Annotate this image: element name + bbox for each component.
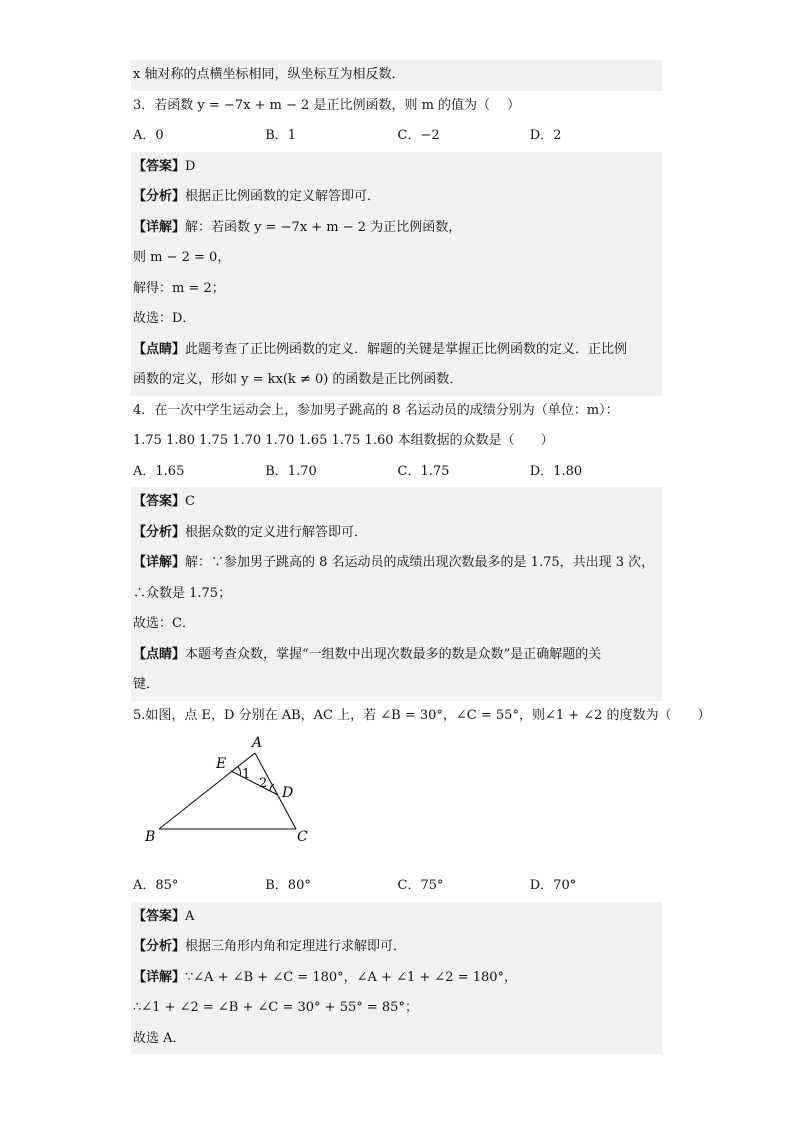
text-line: 键． (131, 670, 662, 701)
text-line: ∴∠1 + ∠2 = ∠B + ∠C = 30° + 55° = 85°； (131, 993, 662, 1024)
answer-value: C (185, 494, 195, 509)
analysis-tag: 【分析】 (133, 189, 186, 204)
analysis-line (131, 182, 662, 213)
option-a: A．0 (133, 128, 164, 143)
option-b: B．1.70 (265, 463, 317, 479)
answer-line (131, 487, 662, 518)
text-line: 解得：m = 2； (131, 274, 662, 305)
answer-tag: 【答案】 (133, 158, 186, 174)
text-line: 则 m − 2 = 0， (131, 243, 662, 274)
detail-text: 解：∵参加男子跳高的 8 名运动员的成绩出现次数最多的是 1.75，共出现 3 次， (185, 555, 655, 570)
option-d: D．2 (529, 128, 562, 143)
question-5: 5.如图，点 E，D 分别在 AB，AC 上，若 ∠B = 30°，∠C = 55°，则∠1 + ∠2 的度数为（ ） (133, 707, 711, 723)
detail-tag: 【详解】 (133, 555, 186, 570)
comment-tag: 【点睛】 (133, 646, 186, 662)
answer-line (131, 902, 662, 933)
option-b: B．80° (265, 878, 311, 893)
label-a: A (252, 735, 263, 751)
comment-line (131, 640, 662, 671)
question-4-options (131, 457, 662, 488)
option-c: C．−2 (397, 128, 440, 143)
text-line: 故选 A． (131, 1024, 662, 1055)
analysis-line (131, 932, 662, 963)
analysis-text: 根据众数的定义进行解答即可． (185, 524, 368, 540)
option-a: A．1.65 (133, 463, 185, 479)
side-ab (159, 753, 255, 829)
detail-tag: 【详解】 (133, 219, 186, 235)
comment-line (131, 335, 662, 366)
question-5-options (131, 871, 662, 902)
detail-line (131, 548, 662, 579)
question-4: 4．在一次中学生运动会上，参加男子跳高的 8 名运动员的成绩分别为（单位：m）： (133, 402, 619, 418)
detail-line (131, 213, 662, 244)
answer-tag: 【答案】 (133, 908, 186, 924)
detail-tag: 【详解】 (133, 969, 186, 985)
detail-text: 解：若函数 y = −7x + m − 2 为正比例函数， (185, 219, 462, 235)
triangle-figure (131, 731, 662, 871)
option-c: C．1.75 (397, 463, 450, 479)
label-angle-1: 1 (242, 767, 251, 782)
detail-text: ∵∠A + ∠B + ∠C = 180°，∠A + ∠1 + ∠2 = 180°， (185, 969, 518, 985)
label-c: C (297, 829, 308, 845)
label-e: E (216, 756, 227, 772)
detail-line (131, 963, 662, 994)
question-3-options (131, 121, 662, 152)
option-d: D．1.80 (529, 463, 583, 479)
analysis-text: 根据三角形内角和定理进行求解即可． (185, 939, 407, 954)
answer-line (131, 152, 662, 183)
answer-tag: 【答案】 (133, 494, 186, 509)
label-d: D (282, 785, 294, 801)
text-line: 函数的定义，形如 y = kx(k ≠ 0) 的函数是正比例函数． (131, 365, 662, 396)
question-3: 3．若函数 y = −7x + m − 2 是正比例函数，则 m 的值为（ ） (133, 97, 521, 113)
comment-text: 本题考查众数，掌握“一组数中出现次数最多的数是众数”是正确解题的关 (185, 646, 602, 662)
answer-value: D (185, 158, 196, 174)
question-4-data: 1.75 1.80 1.75 1.70 1.70 1.65 1.75 1.60 本组数据的众数是（ ） (133, 433, 554, 448)
option-c: C．75° (397, 878, 444, 893)
comment-text: 此题考查了正比例函数的定义．解题的关键是掌握正比例函数的定义．正比例 (185, 341, 628, 357)
analysis-tag: 【分析】 (133, 939, 186, 954)
text-line: x 轴对称的点横坐标相同，纵坐标互为相反数． (131, 60, 662, 91)
analysis-tag: 【分析】 (133, 524, 186, 540)
text-line: 故选：D． (131, 304, 662, 335)
option-b: B．1 (265, 128, 297, 143)
text-line: 故选：C． (131, 609, 662, 640)
triangle-diagram (131, 731, 662, 871)
document-page (131, 60, 711, 1054)
option-a: A．85° (133, 878, 179, 893)
label-angle-2: 2 (259, 776, 268, 791)
analysis-line (131, 518, 662, 549)
label-b: B (145, 829, 156, 845)
option-d: D．70° (529, 878, 577, 893)
comment-tag: 【点睛】 (133, 341, 186, 357)
text-line: ∴众数是 1.75； (131, 579, 662, 610)
analysis-text: 根据正比例函数的定义解答即可． (185, 189, 381, 204)
answer-value: A (185, 908, 195, 924)
